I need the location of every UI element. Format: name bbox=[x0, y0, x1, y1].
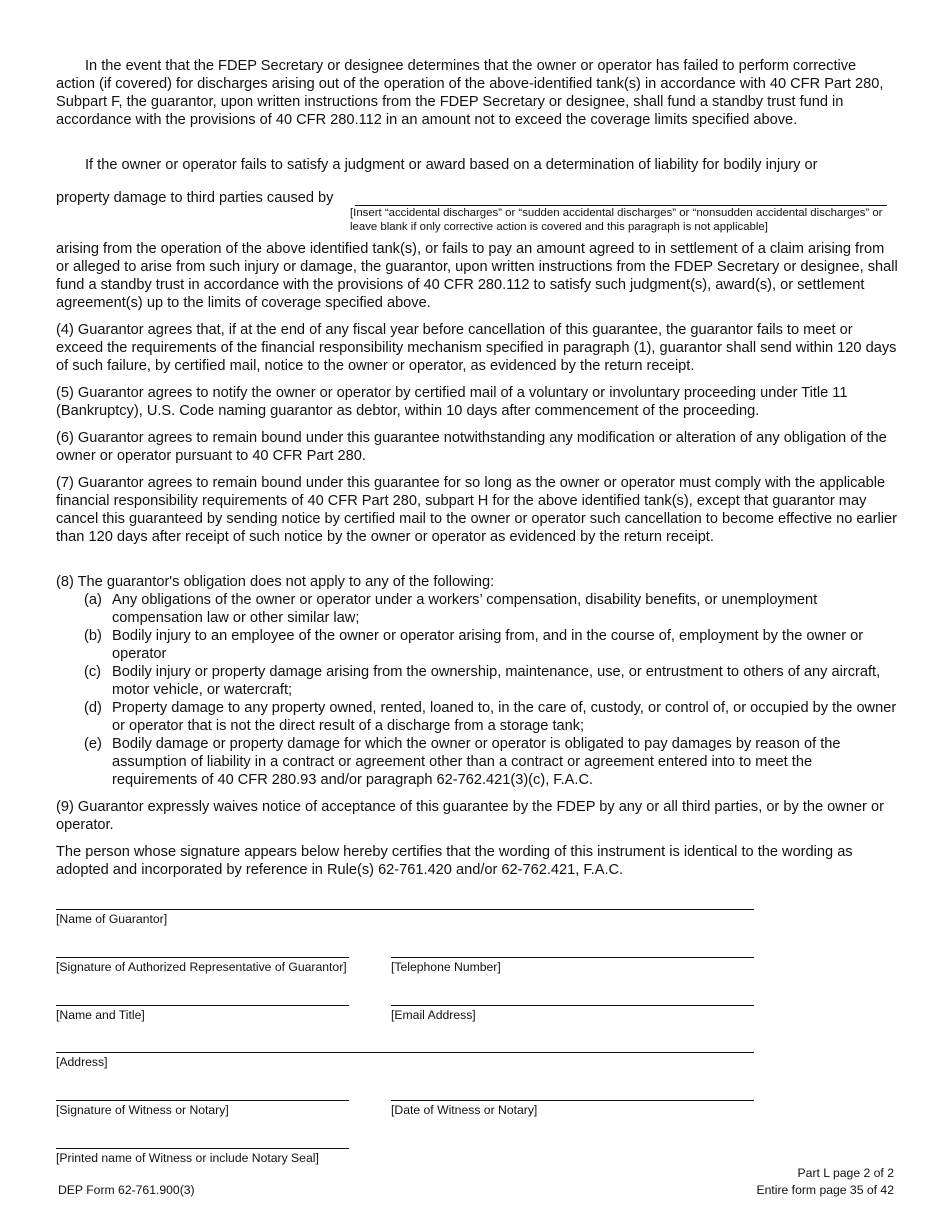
paragraph-5: (5) Guarantor agrees to notify the owner or operator by certified mail of a voluntary or involuntary proceeding under Title 11 (Bankruptcy), U.S. Code naming guarantor as debtor, within 10 days after commencement of the proceeding. bbox=[56, 385, 848, 419]
list-item-text: Bodily injury to an employee of the owner or operator arising from, and in the course of, employment by the owner or operator bbox=[112, 628, 864, 662]
witness-signature-label: [Signature of Witness or Notary] bbox=[56, 1103, 229, 1117]
judgment-continued-paragraph: arising from the operation of the above identified tank(s), or fails to pay an amount agreed to in settlement of a claim arising from or alleged to arise from such injury or damage, the guarantor, upon written instructions from the FDEP Secretary or designee, shall fund a standby trust in accordance with the provisions of 40 CFR 280.112 to satisfy such judgment(s), award(s), or settlement agreement(s) up to the limits of coverage specified above. bbox=[56, 241, 898, 311]
form-page-number: Entire form page 35 of 42 bbox=[756, 1183, 894, 1197]
guarantor-name-label: [Name of Guarantor] bbox=[56, 912, 168, 926]
address-line[interactable] bbox=[56, 1052, 754, 1053]
list-item-marker: (a) bbox=[84, 592, 102, 608]
witness-date-line[interactable] bbox=[391, 1100, 754, 1101]
witness-printed-name-label: [Printed name of Witness or include Notary Seal] bbox=[56, 1151, 319, 1165]
telephone-label: [Telephone Number] bbox=[391, 960, 501, 974]
list-item bbox=[84, 735, 898, 789]
guarantor-name-line[interactable] bbox=[56, 909, 754, 910]
exclusions-list bbox=[84, 591, 898, 789]
part-page-number: Part L page 2 of 2 bbox=[797, 1166, 894, 1180]
certification-paragraph: The person whose signature appears below hereby certifies that the wording of this instrument is identical to the wording as adopted and incorporated by reference in Rule(s) 62-761.420 and/or 62-762.421, F.A.C. bbox=[56, 844, 853, 878]
list-item-text: Any obligations of the owner or operator under a workers’ compensation, disability benefits, or unemployment compensation law or other similar law; bbox=[112, 592, 818, 626]
insert-instruction-note: [Insert “accidental discharges” or “sudden accidental discharges” or “nonsudden accidental discharges” or leave blank if only corrective action is covered and this paragraph is not applicable] bbox=[350, 207, 883, 233]
name-title-label: [Name and Title] bbox=[56, 1008, 145, 1022]
email-label: [Email Address] bbox=[391, 1008, 476, 1022]
list-item bbox=[84, 627, 898, 663]
form-number: DEP Form 62-761.900(3) bbox=[58, 1183, 195, 1197]
corrective-action-paragraph: In the event that the FDEP Secretary or designee determines that the owner or operator has failed to perform corrective action (if covered) for discharges arising out of the operation of the above-identified tank(s) in accordance with 40 CFR Part 280, Subpart F, the guarantor, upon written instructions from the FDEP Secretary or designee, shall fund a standby trust fund in accordance with the provisions of 40 CFR 280.112 in an amount not to exceed the coverage limits specified above. bbox=[56, 58, 884, 128]
paragraph-8-intro: (8) The guarantor's obligation does not apply to any of the following: bbox=[56, 574, 495, 590]
list-item bbox=[84, 591, 898, 627]
list-item-text: Bodily injury or property damage arising from the ownership, maintenance, use, or entrustment to others of any aircraft, motor vehicle, or watercraft; bbox=[112, 664, 881, 698]
address-label: [Address] bbox=[56, 1055, 108, 1069]
paragraph-6: (6) Guarantor agrees to remain bound under this guarantee notwithstanding any modification or alteration of any obligation of the owner or operator pursuant to 40 CFR Part 280. bbox=[56, 430, 887, 464]
name-title-line[interactable] bbox=[56, 1005, 349, 1006]
list-item-text: Bodily damage or property damage for which the owner or operator is obligated to pay damages by reason of the assumption of liability in a contract or agreement other than a contract or agreement entered into to meet the requirements of 40 CFR 280.93 and/or paragraph 62-762.421(3)(c), F.A.C. bbox=[112, 736, 841, 788]
list-item bbox=[84, 663, 898, 699]
paragraph-9: (9) Guarantor expressly waives notice of acceptance of this guarantee by the FDEP by any or all third parties, or by the owner or operator. bbox=[56, 799, 884, 833]
list-item-marker: (b) bbox=[84, 628, 102, 644]
witness-printed-name-line[interactable] bbox=[56, 1148, 349, 1149]
witness-signature-line[interactable] bbox=[56, 1100, 349, 1101]
authorized-signature-label: [Signature of Authorized Representative of Guarantor] bbox=[56, 960, 347, 974]
list-item-text: Property damage to any property owned, rented, loaned to, in the care of, custody, or control of, or occupied by the owner or operator that is not the direct result of a discharge from a storage tank; bbox=[112, 700, 897, 734]
list-item-marker: (c) bbox=[84, 664, 102, 680]
judgment-intro-paragraph: If the owner or operator fails to satisfy a judgment or award based on a determination of liability for bodily injury or bbox=[85, 157, 818, 173]
property-damage-lead: property damage to third parties caused by bbox=[56, 190, 334, 206]
telephone-line[interactable] bbox=[391, 957, 754, 958]
paragraph-7: (7) Guarantor agrees to remain bound under this guarantee for so long as the owner or operator must comply with the applicable financial responsibility requirements of 40 CFR Part 280, subpart H for the above identified tank(s), except that guarantor may cancel this guaranteed by sending notice by certified mail to the owner or operator such cancellation to become effective no earlier than 120 days after receipt of such notice by the owner or operator as evidenced by the return receipt. bbox=[56, 475, 897, 545]
list-item-marker: (d) bbox=[84, 700, 102, 716]
list-item-marker: (e) bbox=[84, 736, 102, 752]
witness-date-label: [Date of Witness or Notary] bbox=[391, 1103, 538, 1117]
email-line[interactable] bbox=[391, 1005, 754, 1006]
paragraph-4: (4) Guarantor agrees that, if at the end of any fiscal year before cancellation of this guarantee, the guarantor fails to meet or exceed the requirements of the financial responsibility mechanism specified in paragraph (1), guarantor shall send within 120 days of such failure, by certified mail, notice to the owner or operator, as evidenced by the return receipt. bbox=[56, 322, 897, 374]
authorized-signature-line[interactable] bbox=[56, 957, 349, 958]
list-item bbox=[84, 699, 898, 735]
